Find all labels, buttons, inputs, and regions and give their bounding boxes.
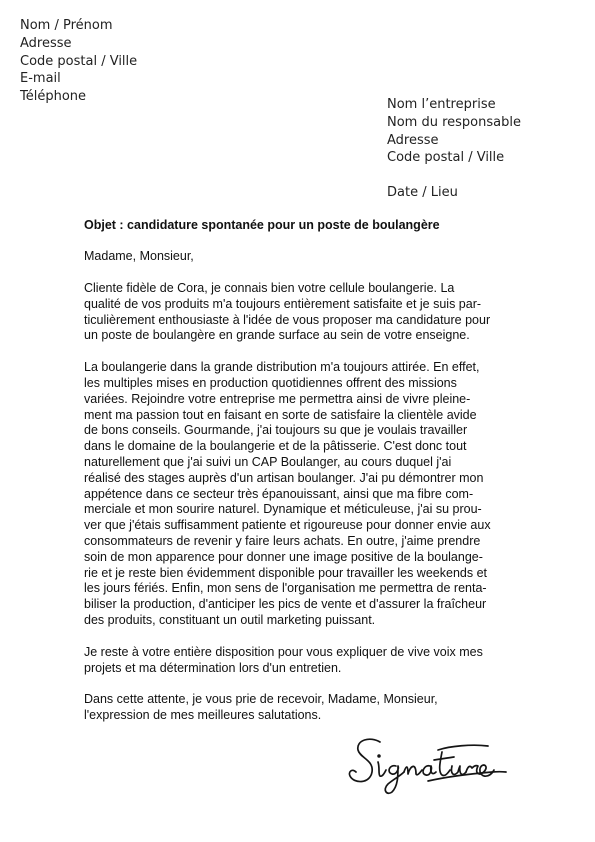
sender-address: Adresse bbox=[20, 35, 72, 51]
recipient-postcode-city: Code postal / Ville bbox=[387, 150, 505, 166]
body-line: les multiples mises en production quotidiennes offrent des missions bbox=[84, 375, 457, 390]
body-line: ticulièrement enthousiaste à l'idée de vous proposer ma candidature pour bbox=[84, 312, 491, 327]
handwritten-signature bbox=[342, 732, 512, 802]
sender-block bbox=[20, 17, 137, 106]
body-line: ver que j'étais suffisamment patiente et rigoureuse pour donner envie aux bbox=[84, 518, 491, 533]
body-line: qualité de vos produits m'a toujours entièrement satisfaite et je suis par- bbox=[84, 296, 482, 311]
body-line: des produits, constituant un outil marketing puissant. bbox=[84, 612, 376, 627]
sender-postcode-city: Code postal / Ville bbox=[20, 53, 138, 69]
body-line: Cliente fidèle de Cora, je connais bien votre cellule boulangerie. La bbox=[84, 281, 455, 295]
body-line: l'expression de mes meilleures salutations. bbox=[84, 708, 322, 723]
body-line: appétence dans ce secteur très épanouissant, ainsi que ma fibre com- bbox=[84, 486, 474, 501]
recipient-manager: Nom du responsable bbox=[387, 114, 521, 130]
body-line: Je reste à votre entière disposition pour vous expliquer de vive voix mes bbox=[84, 644, 483, 659]
recipient-company: Nom l’entreprise bbox=[387, 97, 496, 112]
sender-phone: Téléphone bbox=[20, 89, 87, 105]
letter-subject: Objet : candidature spontanée pour un poste de boulangère bbox=[84, 218, 440, 232]
paragraph-closing bbox=[84, 692, 514, 724]
body-line: un poste de boulangère en grande surface au sein de votre enseigne. bbox=[84, 328, 470, 343]
letter-body bbox=[84, 281, 514, 740]
body-line: naturellement que j'ai suivi un CAP Boulanger, au cours duquel j'ai bbox=[84, 454, 452, 469]
recipient-block bbox=[387, 96, 521, 167]
body-line: les jours fériés. Enfin, mon sens de l'organisation me permettra de renta- bbox=[84, 581, 487, 596]
paragraph-availability bbox=[84, 645, 514, 677]
paragraph-intro bbox=[84, 281, 514, 344]
body-line: Dans cette attente, je vous prie de recevoir, Madame, Monsieur, bbox=[84, 692, 438, 707]
body-line: réalisé des stages auprès d'un artisan boulanger. J'ai pu démontrer mon bbox=[84, 470, 484, 485]
body-line: projets et ma détermination lors d'un entretien. bbox=[84, 660, 342, 675]
body-line: de bons conseils. Gourmande, j'ai toujours su que je voulais travailler bbox=[84, 423, 468, 438]
body-line: dans le domaine de la boulangerie et de la pâtisserie. C'est donc tout bbox=[84, 439, 467, 454]
body-line: ment ma passion tout en faisant en sorte de satisfaire la clientèle avide bbox=[84, 407, 477, 422]
sender-email: E-mail bbox=[20, 71, 61, 87]
paragraph-motivation bbox=[84, 360, 514, 629]
date-place: Date / Lieu bbox=[387, 185, 458, 200]
body-line: biliser la production, d'anticiper les pics de vente et d'assurer la fraîcheur bbox=[84, 597, 487, 612]
body-line: La boulangerie dans la grande distribution m'a toujours attirée. En effet, bbox=[84, 360, 480, 375]
sender-name: Nom / Prénom bbox=[20, 18, 113, 33]
body-line: merciale et mon sourire naturel. Dynamique et méticuleuse, j'ai su prou- bbox=[84, 502, 482, 517]
body-line: rie et je reste bien évidemment disponible pour travailler les weekends et bbox=[84, 565, 487, 580]
body-line: consommateurs de revenir y faire leurs achats. En outre, j'aime prendre bbox=[84, 533, 481, 548]
body-line: variées. Rejoindre votre entreprise me permettra ainsi de vivre pleine- bbox=[84, 391, 471, 406]
recipient-address: Adresse bbox=[387, 132, 439, 148]
letter-salutation: Madame, Monsieur, bbox=[84, 249, 194, 263]
signature-scribble bbox=[342, 732, 512, 802]
body-line: soin de mon apparence pour donner une image positive de la boulange- bbox=[84, 549, 483, 564]
